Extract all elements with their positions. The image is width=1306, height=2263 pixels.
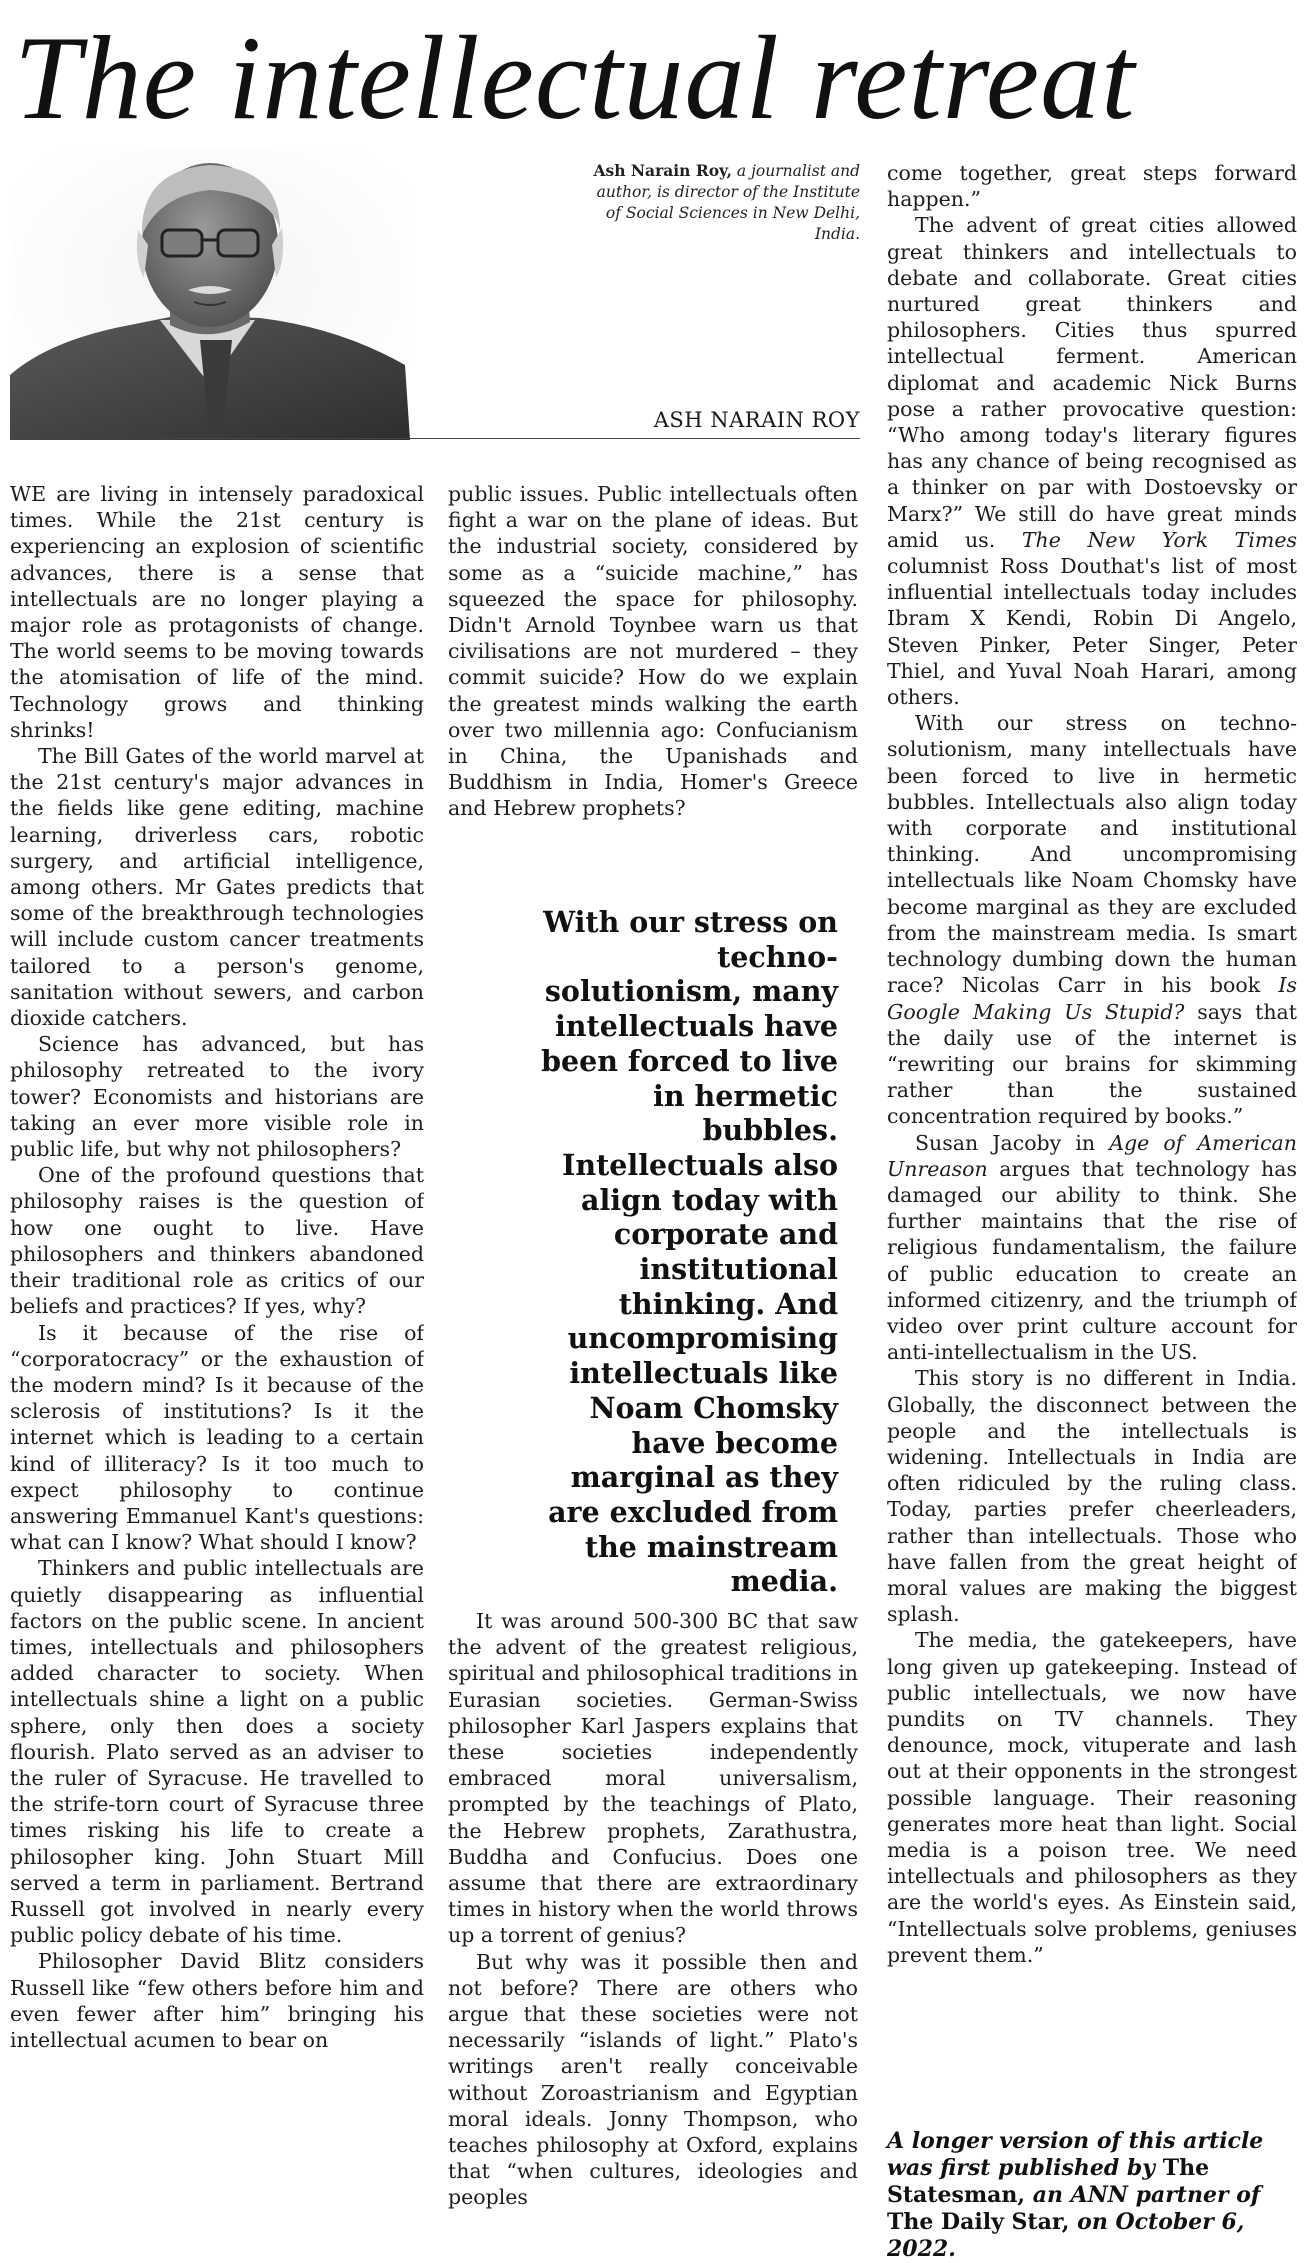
book-title: Is Google Making Us Stupid? bbox=[887, 973, 1297, 1024]
publication-note bbox=[887, 2128, 1297, 2263]
paragraph: The media, the gatekeepers, have long given up gatekeeping. Instead of public intellectuals, we now have pundits on TV channels. They denounce, mock, vituperate and lash out at their opponents in the strongest possible language. Their reasoning generates more heat than light. Social media is a poison tree. We need intellectuals and philosophers as they are the world's eyes. As Einstein said, “Intellectuals solve problems, geniuses prevent them.” bbox=[887, 1628, 1297, 1967]
paragraph: The Bill Gates of the world marvel at the 21st century's major advances in the fields like gene editing, machine learning, driverless cars, robotic surgery, and artificial intelligence, among others. Mr Gates predicts that some of the breakthrough technologies will include custom cancer treatments tailored to a person's genome, sanitation without sewers, and carbon dioxide catchers. bbox=[10, 744, 424, 1031]
book-title: Age of American Unreason bbox=[887, 1130, 1297, 1181]
note-text: A longer version of this article was first published by bbox=[887, 2128, 1264, 2181]
paragraph: This story is no different in India. Globally, the disconnect between the people and the intellectuals is widening. Intellectuals in India are often ridiculed by the ruling class. Today, parties prefer cheerleaders, rather than intellectuals. Those who have fallen from the great height of moral values are making the biggest splash. bbox=[887, 1366, 1297, 1627]
paragraph: WE are living in intensely paradoxical times. While the 21st century is experiencing an explosion of scientific advances, there is a sense that intellectuals are no longer playing a major role as protagonists of change. The world seems to be moving towards the atomisation of life of the mind. Technology grows and thinking shrinks! bbox=[10, 482, 424, 742]
pull-quote: With our stress on techno-solutionism, many intellectuals have been forced to live in hermetic bubbles. Intellectuals also align today with corporate and institutional thinking. And uncompromising intellectuals like Noam Chomsky have become marginal as they are excluded from the mainstream media. bbox=[541, 905, 838, 1599]
text-run: With our stress on techno-solutionism, many intellectuals have been forced to live in hermetic bubbles. Intellectuals also align today with corporate and institutional thinking. And uncompromising intellectuals like Noam Chomsky have become marginal as they are excluded from the mainstream media. Is smart technology dumbing down the human race? Nicolas Carr in his book bbox=[887, 711, 1297, 998]
author-description: a journalist and author, is director of the Institute of Social Sciences in New Delhi, India. bbox=[596, 162, 860, 243]
byline: ASH NARAIN ROY bbox=[653, 408, 860, 432]
paragraph: Science has advanced, but has philosophy retreated to the ivory tower? Economists and historians are taking an ever more visible role in public life, but why not philosophers? bbox=[10, 1032, 424, 1162]
column-2-top bbox=[448, 481, 858, 861]
column-3 bbox=[887, 160, 1297, 2100]
note-text: on October 6, 2022. bbox=[887, 2209, 1245, 2262]
publication-title: The New York Times bbox=[1021, 527, 1297, 552]
author-bio bbox=[580, 160, 860, 245]
text-run: says that the daily use of the internet is “rewriting our brains for skimming rather than the sustained concentration required by books.” bbox=[887, 999, 1297, 1129]
paragraph: public issues. Public intellectuals often fight a war on the plane of ideas. But the industrial society, considered by some as a “suicide machine,” has squeezed the space for philosophy. Didn't Arnold Toynbee warn us that civilisations are not murdered – they commit suicide? How do we explain the greatest minds walking the earth over two millennia ago: Confucianism in China, the Upanishads and Buddhism in India, Homer's Greece and Hebrew prophets? bbox=[448, 482, 858, 821]
paragraph: come together, great steps forward happen.” bbox=[887, 161, 1297, 212]
author-photo bbox=[10, 150, 410, 440]
text-run: Susan Jacoby in bbox=[915, 1130, 1096, 1155]
paragraph: Philosopher David Blitz considers Russell like “few others before him and even fewer after him” bringing his intellectual acumen to bear on bbox=[10, 1949, 424, 2052]
paragraph bbox=[887, 1130, 1297, 1366]
paragraph bbox=[887, 212, 1297, 710]
author-name: Ash Narain Roy, bbox=[593, 161, 732, 180]
text-run: columnist Ross Douthat's list of most influential intellectuals today includes Ibram X Kendi, Robin Di Angelo, Steven Pinker, Peter Singer, Peter Thiel, and Yuval Noah Harari, among others. bbox=[887, 554, 1297, 710]
headline: The intellectual retreat bbox=[14, 11, 1136, 144]
text-run: argues that technology has damaged our ability to think. She further maintains that the rise of religious fundamentalism, the failure of public education to create an informed citizenry, and the triumph of video over print culture account for anti-intellectualism in the US. bbox=[887, 1156, 1297, 1365]
paragraph: One of the profound questions that philosophy raises is the question of how one ought to live. Have philosophers and thinkers abandoned their traditional role as critics of our beliefs and practices? If yes, why? bbox=[10, 1163, 424, 1319]
paragraph: Is it because of the rise of “corporatocracy” or the exhaustion of the modern mind? Is it because of the sclerosis of institutions? Is it the internet which is leading to a certain kind of illiteracy? Is it too much to expect philosophy to continue answering Emmanuel Kant's questions: what can I know? What should I know? bbox=[10, 1320, 424, 1555]
publication-name: The Statesman, bbox=[887, 2155, 1210, 2208]
column-1 bbox=[10, 481, 424, 2256]
byline-bar bbox=[10, 398, 860, 439]
paragraph: But why was it possible then and not before? There are others who argue that these societies were not necessarily “islands of light.” Plato's writings aren't really conceivable without Zoroastrianism and Egyptian moral ideals. Jonny Thompson, who teaches philosophy at Oxford, explains that “when cultures, ideologies and peoples bbox=[448, 1949, 858, 2210]
text-run: The advent of great cities allowed great thinkers and intellectuals to debate and collaborate. Great cities nurtured great thinkers and philosophers. Cities thus spurred intellectual ferment. American diplomat and academic Nick Burns pose a rather provocative question: “Who among today's literary figures has any chance of being recognised as a thinker on par with Dostoevsky or Marx?” We still do have great minds amid us. bbox=[887, 213, 1297, 552]
publication-name: The Daily Star, bbox=[887, 2209, 1070, 2235]
column-2-bottom bbox=[448, 1608, 858, 2256]
paragraph bbox=[887, 710, 1297, 1129]
paragraph: Thinkers and public intellectuals are quietly disappearing as influential factors on the public scene. In ancient times, intellectuals and philosophers added character to society. When intellectuals shine a light on a public sphere, only then does a society flourish. Plato served as an adviser to the ruler of Syracuse. He travelled to the strife-torn court of Syracuse three times risking his life to create a philosopher king. John Stuart Mill served a term in parliament. Bertrand Russell got involved in nearly every public policy debate of his time. bbox=[10, 1556, 424, 1948]
note-text: an ANN partner of bbox=[1032, 2182, 1261, 2208]
paragraph: It was around 500-300 BC that saw the advent of the greatest religious, spiritual and philosophical traditions in Eurasian societies. German-Swiss philosopher Karl Jaspers explains that these societies independently embraced moral universalism, prompted by the teachings of Plato, the Hebrew prophets, Zarathustra, Buddha and Confucius. Does one assume that there are extraordinary times in history when the world throws up a torrent of genius? bbox=[448, 1609, 858, 1948]
